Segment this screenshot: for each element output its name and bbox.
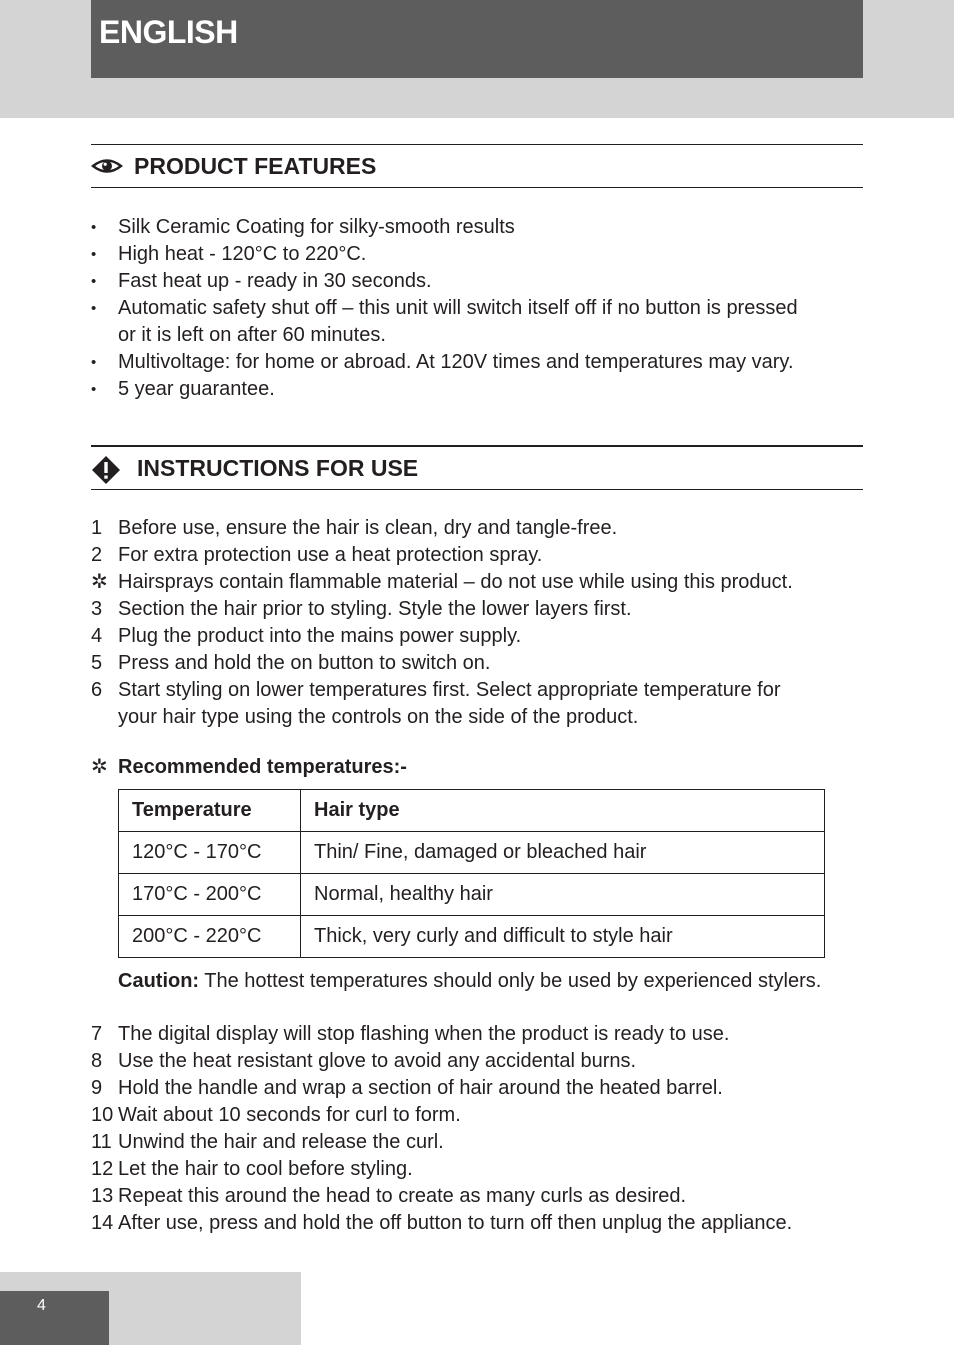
list-item-text: Multivoltage: for home or abroad. At 120V times and temperatures may vary.: [118, 351, 794, 373]
step-number: 11: [91, 1131, 112, 1153]
language-label: ENGLISH: [99, 14, 238, 50]
language-bar: [91, 0, 863, 78]
table-cell: Thick, very curly and difficult to style hair: [301, 916, 825, 958]
step-number: 6: [91, 679, 103, 701]
bullet-icon: •: [91, 219, 97, 236]
step-number: 4: [91, 625, 103, 647]
step-number: 13: [91, 1185, 114, 1207]
step-number: 3: [91, 598, 103, 620]
list-item-text: or it is left on after 60 minutes.: [118, 324, 386, 346]
list-item-text: Fast heat up - ready in 30 seconds.: [118, 270, 432, 292]
instructions-title: INSTRUCTIONS FOR USE: [137, 455, 419, 481]
table-row: [119, 916, 825, 958]
list-item-text: 5 year guarantee.: [118, 378, 275, 400]
table-cell: 120°C - 170°C: [119, 832, 301, 874]
caution-text: The hottest temperatures should only be used by experienced stylers.: [199, 970, 822, 992]
list-item-text: Unwind the hair and release the curl.: [118, 1131, 444, 1153]
list-item-text: Wait about 10 seconds for curl to form.: [118, 1104, 461, 1126]
step-number: 7: [91, 1023, 103, 1045]
step-number: 2: [91, 544, 103, 566]
bullet-icon: •: [91, 273, 97, 290]
bullet-icon: •: [91, 354, 97, 371]
list-item-text: Hold the handle and wrap a section of hair around the heated barrel.: [118, 1077, 723, 1099]
table-cell: 170°C - 200°C: [119, 874, 301, 916]
list-item-text: Use the heat resistant glove to avoid any accidental burns.: [118, 1050, 637, 1072]
warning-diamond-icon: [91, 455, 121, 490]
list-item-text: Hairsprays contain flammable material – do not use while using this product.: [118, 571, 793, 593]
table-header-row: [119, 790, 825, 832]
features-heading: [91, 144, 863, 188]
list-item-text: your hair type using the controls on the side of the product.: [118, 706, 639, 728]
features-title: PRODUCT FEATURES: [134, 153, 377, 179]
list-item-text: Repeat this around the head to create as many curls as desired.: [118, 1185, 687, 1207]
list-item-text: Automatic safety shut off – this unit will switch itself off if no button is pressed: [118, 297, 798, 319]
caution-note: [118, 968, 821, 995]
list-item-text: For extra protection use a heat protection spray.: [118, 544, 543, 566]
list-item-text: Before use, ensure the hair is clean, dry and tangle-free.: [118, 517, 618, 539]
step-number: 5: [91, 652, 103, 674]
table-cell: 200°C - 220°C: [119, 916, 301, 958]
page-number: 4: [37, 1297, 46, 1314]
page-number-box: [0, 1291, 109, 1345]
temperature-table: [118, 789, 825, 958]
bullet-icon: •: [91, 381, 97, 398]
table-cell: Thin/ Fine, damaged or bleached hair: [301, 832, 825, 874]
table-header-cell: Hair type: [301, 790, 825, 832]
recommended-label: Recommended temperatures:-: [118, 756, 407, 778]
list-item-text: Let the hair to cool before styling.: [118, 1158, 413, 1180]
step-number: 14: [91, 1212, 114, 1234]
step-number: 10: [91, 1104, 114, 1126]
list-item-text: Plug the product into the mains power supply.: [118, 625, 522, 647]
table-row: [119, 832, 825, 874]
bullet-icon: •: [91, 246, 97, 263]
step-number: 8: [91, 1050, 103, 1072]
list-item-text: High heat - 120°C to 220°C.: [118, 243, 367, 265]
step-number: 12: [91, 1158, 114, 1180]
table-cell: Normal, healthy hair: [301, 874, 825, 916]
list-item-text: After use, press and hold the off button to turn off then unplug the appliance.: [118, 1212, 793, 1234]
sparkle-note-icon: ✲: [91, 571, 108, 593]
list-item-text: Silk Ceramic Coating for silky-smooth results: [118, 216, 515, 238]
list-item-text: The digital display will stop flashing when the product is ready to use.: [118, 1023, 730, 1045]
table-row: [119, 874, 825, 916]
eye-icon: [91, 154, 123, 183]
bullet-icon: •: [91, 300, 97, 317]
sparkle-note-icon: ✲: [91, 756, 108, 778]
list-item-text: Start styling on lower temperatures first. Select appropriate temperature for: [118, 679, 781, 701]
table-header-cell: Temperature: [119, 790, 301, 832]
step-number: 1: [91, 517, 103, 539]
list-item-text: Section the hair prior to styling. Style the lower layers first.: [118, 598, 632, 620]
caution-label: Caution:: [118, 970, 200, 992]
list-item-text: Press and hold the on button to switch on.: [118, 652, 491, 674]
step-number: 9: [91, 1077, 103, 1099]
instructions-heading: [91, 445, 863, 490]
